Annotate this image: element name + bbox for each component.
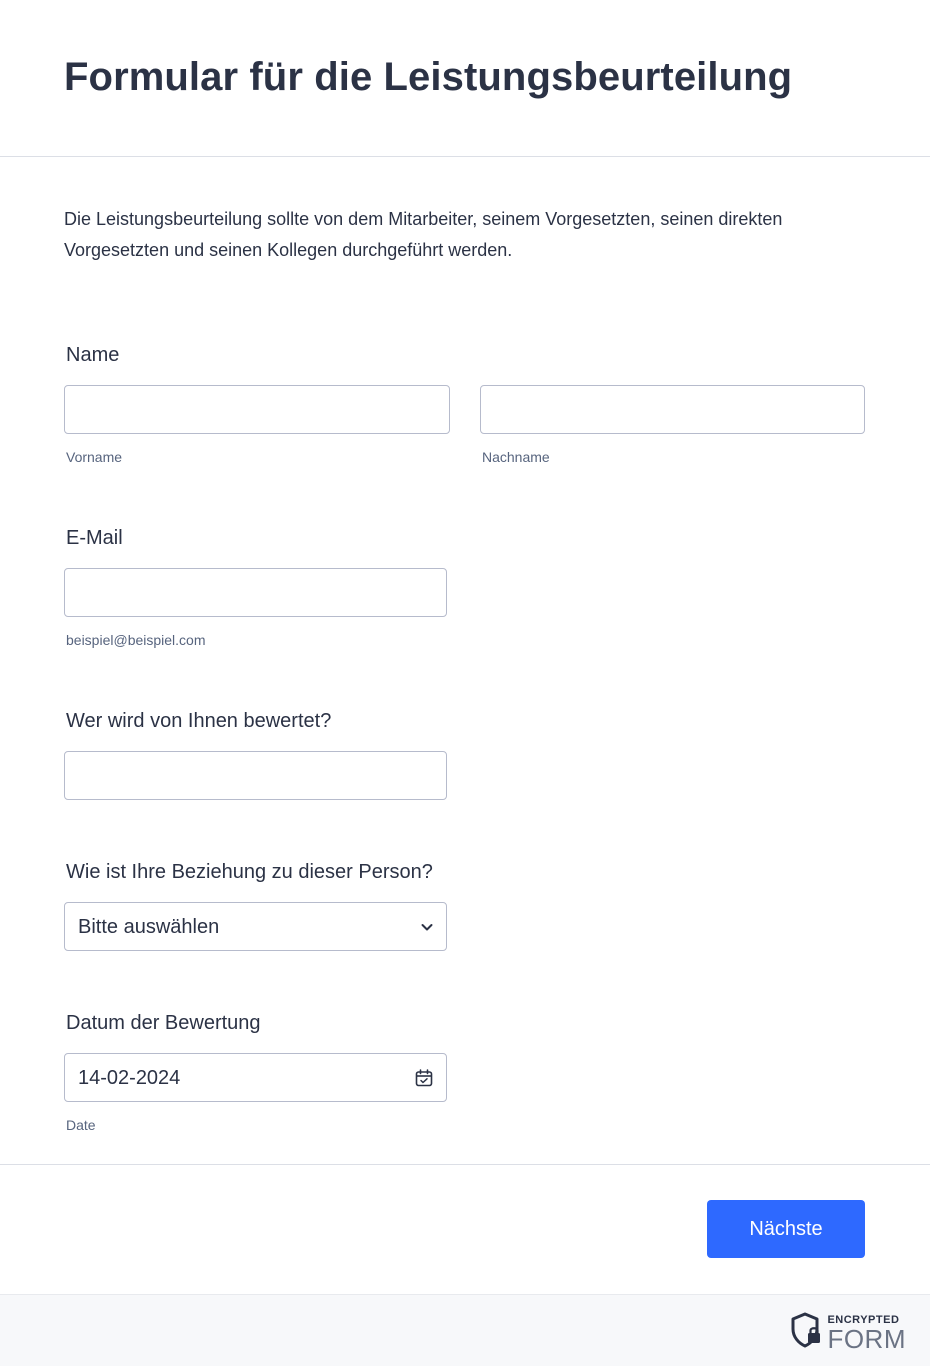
chevron-down-icon [419, 919, 435, 935]
first-name-input[interactable] [64, 385, 450, 434]
evaluated-person-input[interactable] [64, 751, 447, 800]
date-input[interactable] [64, 1053, 447, 1102]
date-sublabel: Date [66, 1117, 96, 1133]
date-value: 14-02-2024 [78, 1067, 181, 1089]
email-field[interactable] [64, 568, 447, 617]
relationship-selected-value: Bitte auswählen [78, 916, 220, 938]
email-label: E-Mail [66, 527, 123, 549]
actions-divider [0, 1164, 930, 1165]
badge-top-text: ENCRYPTED [827, 1313, 900, 1326]
first-name-sublabel: Vorname [66, 449, 123, 465]
last-name-sublabel: Nachname [482, 449, 550, 465]
relationship-select[interactable] [64, 902, 447, 951]
badge-bottom-text: FORM [827, 1323, 906, 1354]
date-label: Datum der Bewertung [66, 1012, 261, 1034]
next-button[interactable]: Nächste [707, 1200, 865, 1258]
evaluated-label: Wer wird von Ihnen bewertet? [66, 710, 332, 732]
name-label: Name [66, 344, 120, 366]
relationship-label: Wie ist Ihre Beziehung zu dieser Person? [66, 861, 433, 883]
email-sublabel: beispiel@beispiel.com [66, 632, 206, 648]
form-title: Formular für die Leistungsbeurteilung [64, 55, 793, 99]
encrypted-form-badge [791, 1312, 906, 1353]
form-intro: Die Leistungsbeurteilung sollte von dem Mitarbeiter, seinem Vorgesetzten, seinen direkten Vorgesetzten und seinen Kollegen durchgeführt werden. [64, 209, 783, 260]
calendar-icon[interactable] [414, 1068, 434, 1088]
last-name-input[interactable] [480, 385, 865, 434]
header-divider [0, 156, 930, 157]
shield-lock-icon [791, 1312, 823, 1353]
